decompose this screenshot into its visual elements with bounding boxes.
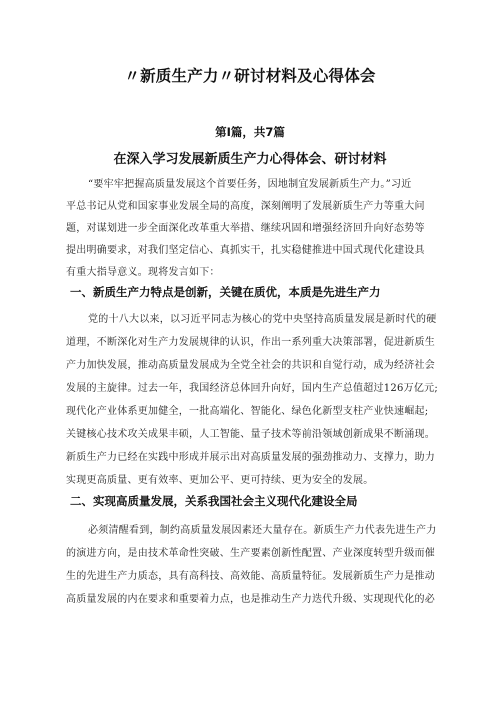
paragraph-line: 关键核心技术攻关成果丰硕，人工智能、量子技术等前沿领域创新成果不断涌现。	[66, 429, 435, 440]
paragraph-line: 实现更高质量、更有效率、更加公平、更可持续、更为安全的发展。	[66, 475, 374, 486]
paragraph-line: 的演进方向，是由技术革命性突破、生产要素创新性配置、产业深度转型升级而催	[66, 548, 435, 559]
paragraph-line: 发展的主旋律。过去一年，我国经济总体回升向好，国内生产总值超过126万亿元;	[66, 383, 438, 394]
section-heading: 二、实现高质量发展，关系我国社会主义现代化建设全局	[70, 494, 358, 508]
article-title: 在深入学习发展新质生产力心得体会、研讨材料	[113, 152, 387, 167]
intro-line: 题，对谋划进一步全面深化改革重大举措、继续巩固和增强经济回升向好态势等	[66, 223, 425, 234]
intro-line: “要牢牢把握高质量发展这个首要任务，因地制宜发展新质生产力。”习近	[88, 179, 412, 190]
paragraph-line: 现代化产业体系更加健全，一批高端化、智能化、绿色化新型支柱产业快速崛起;	[66, 406, 429, 417]
paragraph-line: 道理，不断深化对生产力发展规律的认识，作出一系列重大决策部署，促进新质生	[66, 337, 435, 348]
paragraph-line: 产力加快发展，推动高质量发展成为全党全社会的共识和自觉行动，成为经济社会	[66, 360, 435, 371]
document-title: 〃新质生产力〃研讨材料及心得体会	[124, 67, 376, 85]
intro-line: 平总书记从党和国家事业发展全局的高度，深刻阐明了发展新质生产力等重大问	[66, 201, 425, 212]
paragraph-line: 高质量发展的内在要求和重要着力点，也是推动生产力迭代升级、实现现代化的必	[66, 594, 435, 605]
paragraph-line: 党的十八大以来，以习近平同志为核心的党中央坚持高质量发展是新时代的硬	[88, 314, 437, 325]
intro-line: 提出明确要求，对我们坚定信心、真抓实干，扎实稳健推进中国式现代化建设具	[66, 245, 425, 256]
paragraph-line: 生的先进生产力质态，具有高科技、高效能、高质量特征。发展新质生产力是推动	[66, 571, 435, 582]
part-label: 第Ⅰ篇，共7篇	[215, 125, 285, 139]
paragraph-line: 必须清醒看到，制约高质量发展因素还大量存在。新质生产力代表先进生产力	[88, 525, 437, 536]
section-heading: 一、新质生产力特点是创新，关键在质优，本质是先进生产力	[70, 285, 381, 299]
intro-line: 有重大指导意义。现将发言如下：	[66, 267, 220, 278]
paragraph-line: 新质生产力已经在实践中形成并展示出对高质量发展的强劲推动力、支撑力，助力	[66, 452, 435, 463]
